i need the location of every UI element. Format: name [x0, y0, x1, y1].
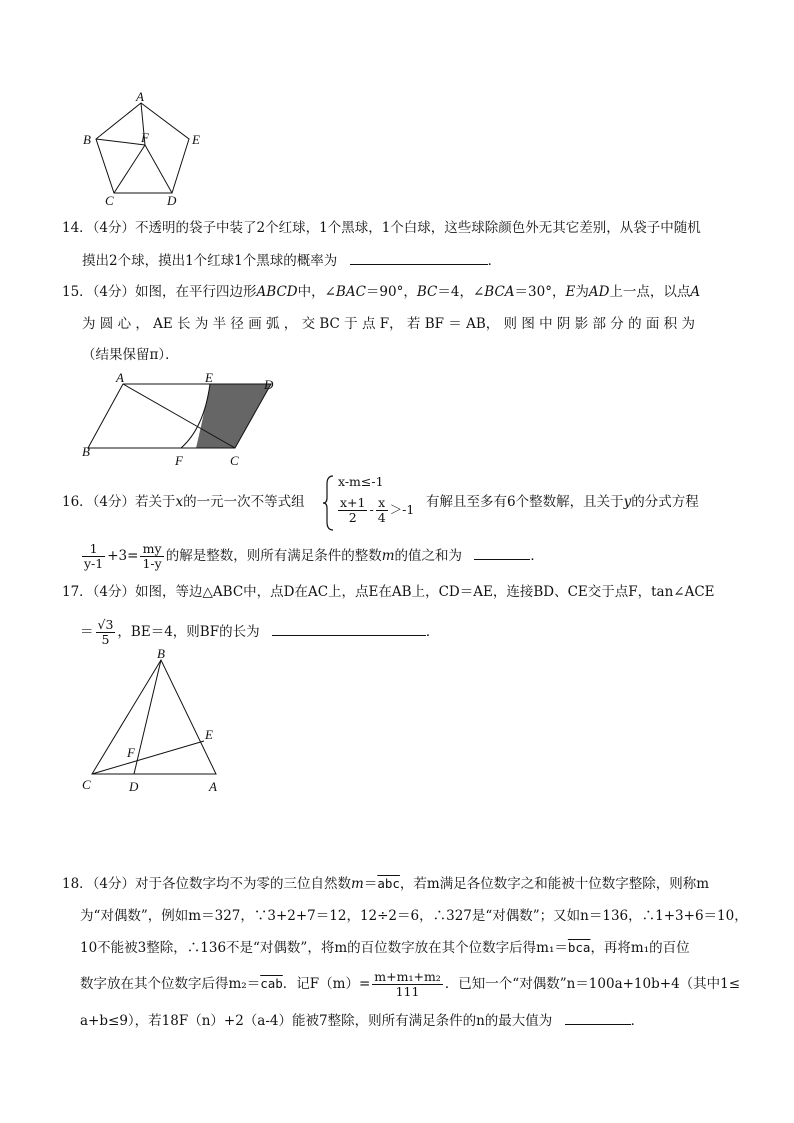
eq-den1: y-1	[84, 556, 104, 571]
q18-t2: ，若m满足各位数字之和能被十位数字整除，则称m	[399, 876, 710, 892]
q17-eq: ＝	[80, 624, 94, 640]
ineq2-num: x+1	[340, 495, 366, 510]
q16-t2: 的一元一次不等式组	[183, 494, 305, 510]
eq-num2: my	[140, 542, 163, 557]
label-a: A	[136, 89, 144, 104]
figure-parallelogram	[78, 368, 298, 472]
segment-bf	[96, 139, 145, 145]
q16-t1: 16．（4分）若关于	[62, 494, 176, 510]
q16-end: ．	[530, 548, 544, 564]
segment-bd	[134, 660, 161, 774]
q18-line1	[62, 874, 709, 894]
label-a: A	[116, 370, 124, 385]
q14-line1: 14．（4分）不透明的袋子中装了2个红球，1个黑球，1个白球，这些球除颜色外无其它差别，从袋子中随机	[62, 220, 701, 236]
q16-t4: 的分式方程	[631, 494, 699, 510]
q15-t5: ＝30°，	[514, 284, 566, 300]
q18-answer-blank[interactable]	[565, 1010, 631, 1025]
q18-eq: ＝	[363, 876, 378, 892]
q17-line1: 17．（4分）如图，等边△ABC中，点D在AC上，点E在AB上，CD＝AE，连接BD、CE交于点F，tan∠ACE	[62, 584, 715, 600]
q17-sqrt3: √3	[97, 617, 114, 632]
q15-t2: 中，∠	[297, 284, 336, 300]
label-d: D	[129, 779, 139, 794]
q15-a: A	[690, 284, 701, 300]
q15-e: E	[565, 284, 576, 300]
q17-t2: ，BE＝4，则BF的长为	[117, 624, 260, 640]
label-b: B	[157, 646, 165, 661]
q18-fnum: m+m₁+m₂	[374, 969, 441, 984]
q15-line1	[62, 282, 700, 302]
label-d: D	[264, 377, 274, 392]
label-d: D	[167, 193, 177, 208]
label-f: F	[127, 745, 135, 760]
eq-num1: 1	[82, 542, 105, 557]
q16-y: y	[623, 494, 632, 510]
label-b: B	[83, 132, 91, 147]
q14-text: 摸出2个球，摸出1个红球1个黑球的概率为	[82, 253, 338, 269]
q18-line4	[80, 966, 740, 1002]
label-f: F	[141, 130, 149, 145]
q18-t6: ．记F（m）=	[282, 976, 371, 992]
q15-t4: ＝4，∠	[437, 284, 485, 300]
q18-cab: $\overline{cab}$	[260, 976, 283, 991]
q15-bca: BCA	[484, 284, 515, 300]
q18-t3: 10不能被3整除，∴136不是“对偶数”，将m的百位数字放在其个位数字后得m₁＝	[80, 940, 568, 956]
q16-x: x	[175, 494, 184, 510]
q14-end: ．	[487, 253, 502, 269]
label-e: E	[192, 132, 200, 147]
segment-df	[145, 145, 172, 193]
q17-den: 5	[101, 632, 110, 647]
ineq2-num2: x	[376, 496, 388, 511]
q15-bc: BC	[416, 284, 438, 300]
q16-t3: 有解且至多有6个整数解，且关于	[426, 494, 624, 510]
label-f: F	[175, 453, 183, 468]
q15-line2: 为 圆 心 ， AE 长 为 半 径 画 弧 ， 交 BC 于 点 F， 若 BF ＝ AB， 则 图 中 阴 影 部 分 的 面 积 为	[82, 316, 695, 332]
q18-t7: ．已知一个“对偶数”n＝100a+10b+4（其中1≤	[444, 976, 741, 992]
q18-line2: 为“对偶数”，例如m＝327，∵3+2+7＝12，12÷2＝6，∴327是“对偶数”；又如n＝136，∴1+3+6＝10，	[80, 908, 748, 924]
q15-abcd: ABCD	[256, 284, 298, 300]
q16-line1	[62, 492, 305, 512]
eq-mid: +3=	[107, 548, 139, 564]
q15-ad: AD	[588, 284, 610, 300]
ineq2-den: 2	[348, 510, 357, 525]
q15-t6: 为	[575, 284, 589, 300]
q18-m: m	[351, 876, 364, 892]
q16-answer-blank[interactable]	[474, 545, 530, 560]
label-c: C	[230, 453, 239, 468]
q15-t7: 上一点，以点	[609, 284, 691, 300]
q15-line3: （结果保留π）．	[82, 347, 179, 363]
label-a: A	[209, 779, 217, 794]
figure-triangle	[76, 644, 236, 796]
ineq2-minus: -	[369, 502, 374, 517]
q18-abc: $\overline{abc}$	[377, 876, 400, 891]
triangle-outline	[92, 660, 216, 774]
q18-t8: a+b≤9），若18F（n）+2（a-4）能被7整除，则所有满足条件的n的最大值为	[80, 1013, 553, 1029]
q16-line2	[80, 538, 544, 574]
q16-t5: 的解是整数，则所有满足条件的整数	[165, 548, 382, 564]
segment-cf	[114, 145, 145, 193]
q17-end: ．	[425, 624, 440, 640]
q18-line5	[80, 1010, 644, 1031]
inequality-2	[336, 496, 414, 525]
q17-answer-blank[interactable]	[272, 621, 426, 636]
q18-end: ．	[630, 1013, 645, 1029]
label-c: C	[82, 777, 91, 792]
q14-line2	[82, 250, 501, 271]
label-e: E	[205, 370, 213, 385]
q14-answer-blank[interactable]	[350, 250, 488, 265]
q18-fden: 111	[395, 984, 420, 999]
eq-den2: 1-y	[142, 556, 162, 571]
q18-line3	[80, 938, 690, 958]
q16-m: m	[381, 548, 395, 564]
inequality-1: x-m≤-1	[338, 474, 384, 489]
q15-t1: 15．（4分）如图，在平行四边形	[62, 284, 257, 300]
q15-t3: ＝90°，	[365, 284, 417, 300]
q18-t1: 18．（4分）对于各位数字均不为零的三位自然数	[62, 876, 352, 892]
ineq2-tail: ＞-1	[389, 502, 415, 517]
ineq2-den2: 4	[377, 510, 386, 525]
q18-bca: $\overline{bca}$	[567, 940, 591, 955]
figure-pentagon	[75, 88, 215, 210]
label-c: C	[105, 193, 114, 208]
q16-t6: 的值之和为	[394, 548, 463, 564]
label-e: E	[205, 727, 213, 742]
q15-bac: BAC	[335, 284, 366, 300]
q18-t5: 数字放在其个位数字后得m₂＝	[80, 976, 261, 992]
system-brace	[323, 474, 335, 532]
shaded-region	[196, 384, 271, 448]
q18-t4: ，再将m₁的百位	[590, 940, 690, 956]
q16-line1-cont	[426, 492, 699, 512]
label-b: B	[82, 444, 90, 459]
